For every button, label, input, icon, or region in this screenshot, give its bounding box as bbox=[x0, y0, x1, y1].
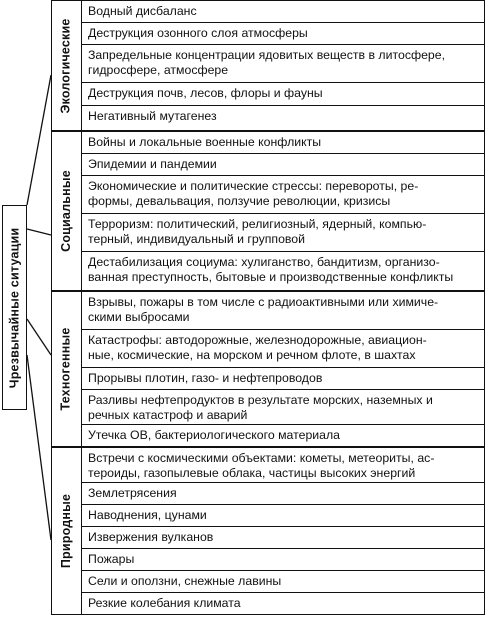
list-item: Эпидемии и пандемии bbox=[82, 154, 484, 176]
list-item: Утечка ОВ, бактериологического материала bbox=[88, 428, 341, 442]
category-label-natural-wrap bbox=[51, 447, 82, 615]
list-item: Резкие колебания климата bbox=[88, 596, 241, 610]
category-label-technogenic-wrap bbox=[51, 291, 82, 447]
list-item: Взрывы, пожары в том числе с радиоактивными или химиче- скими выбросами bbox=[82, 292, 484, 330]
list-item: Водный дисбаланс bbox=[82, 1, 484, 23]
list-item: Войны и локальные военные конфликты bbox=[82, 132, 484, 154]
list-item: Негативный мутагенез bbox=[88, 109, 217, 123]
list-item: Прорывы плотин, газо- и нефтепроводов bbox=[82, 368, 484, 390]
list-item: Терроризм: политический, религиозный, ядерный, компью- терный, индивидуальный и групповой bbox=[82, 214, 484, 252]
list-item: Разливы нефтепродуктов в результате морских, наземных и речных катастроф и аварий bbox=[82, 390, 484, 425]
list-item: Дестабилизация социума: хулиганство, бандитизм, организо- ванная преступность, бытовые и производственные конфликты bbox=[88, 255, 454, 284]
list-item: Пожары bbox=[82, 549, 484, 571]
category-label-ecological-wrap bbox=[51, 0, 82, 131]
root-label: Чрезвычайные ситуации bbox=[7, 227, 22, 388]
connector-technogenic bbox=[27, 319, 51, 355]
category-label-social: Социальные bbox=[59, 170, 74, 252]
list-item: Встречи с космическими объектами: кометы, метеориты, ас- тероиды, газопылевые облака, частицы высоких энергий bbox=[82, 448, 484, 483]
list-item: Землетрясения bbox=[82, 483, 484, 505]
list-item: Запредельные концентрации ядовитых веществ в литосфере, гидросфере, атмосфере bbox=[82, 45, 484, 83]
list-item: Извержения вулканов bbox=[82, 527, 484, 549]
connector-social bbox=[27, 229, 51, 235]
root-box bbox=[2, 205, 27, 410]
category-label-social-wrap bbox=[51, 131, 82, 291]
connector-ecological bbox=[27, 75, 51, 205]
list-item: Деструкция озонного слоя атмосферы bbox=[82, 23, 484, 45]
list-item: Экономические и политические стрессы: перевороты, ре- формы, девальвация, ползучие революции, кризисы bbox=[82, 176, 484, 214]
list-item: Деструкция почв, лесов, флоры и фауны bbox=[82, 83, 484, 106]
category-label-natural: Природные bbox=[59, 493, 74, 569]
category-label-technogenic: Техногенные bbox=[59, 327, 73, 411]
category-label-ecological: Экологические bbox=[59, 17, 74, 114]
list-item: Наводнения, цунами bbox=[82, 505, 484, 527]
list-item: Сели и оползни, снежные лавины bbox=[82, 571, 484, 593]
connector-natural bbox=[27, 355, 51, 540]
list-item: Катастрофы: автодорожные, железнодорожные, авиацион- ные, космические, на морском и речном флоте, в шахтах bbox=[82, 330, 484, 368]
